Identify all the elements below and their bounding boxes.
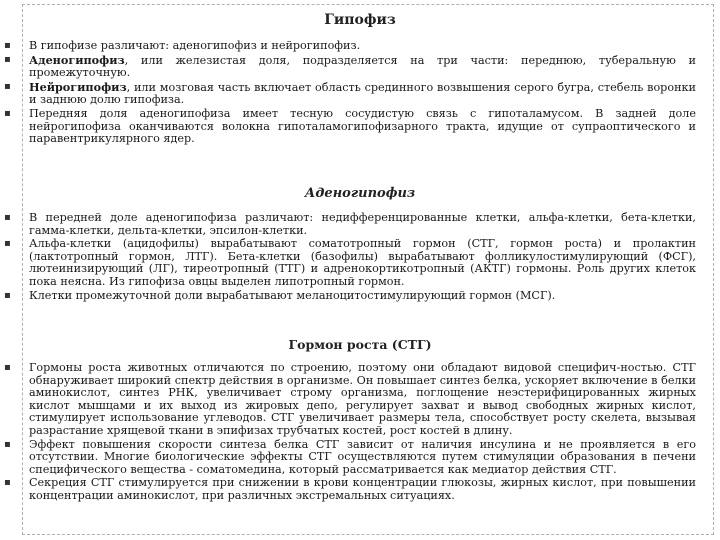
list-item: [0, 439, 720, 477]
list-item: [0, 108, 720, 146]
title-adenogipofiz: Аденогипофиз: [304, 186, 416, 201]
item-text: , или мозговая часть включает область срединного возвышения серого бугра, стебель воронки и заднюю долю гипофиза.: [29, 80, 696, 107]
bullet-icon: ▪: [4, 40, 11, 51]
list-growth-hormone: [0, 362, 720, 504]
item-term: Нейрогипофиз: [29, 79, 127, 94]
list-item: [0, 290, 720, 303]
list-item: [0, 54, 720, 80]
bullet-icon: ▪: [4, 477, 11, 489]
item-text: , или железистая доля, подразделяется на три части: переднюю, туберальную и промежуточную.: [29, 53, 696, 80]
item-text: В передней доле аденогипофиза различают: недифференцированные клетки, альфа-клетки, бета-клетки, гамма-клетки, дельта-клетки, эпсилон-клетки.: [29, 211, 696, 237]
bullet-icon: ▪: [4, 362, 11, 373]
item-term: Аденогипофиз: [29, 52, 125, 67]
list-gipofiz: [0, 40, 720, 147]
list-item: [0, 477, 720, 502]
bullet-icon: ▪: [4, 212, 11, 223]
list-adenogipofiz: [0, 212, 720, 303]
title-gipofiz: Гипофиз: [324, 12, 396, 28]
item-text: Альфа-клетки (ацидофилы) вырабатывают соматотропный гормон (СТГ, гормон роста) и пролактин (лактотропный гормон, ЛТГ). Бета-клетки (базофилы) вырабатывают фолликулостимулирующий (ФСГ), лютеинизирующий (ЛГ), тиреотропный (ТТГ) и адренокортикотропный (АКТГ) гормоны. Роль других клеток пока неясна. Из гипофиза овцы выделен липотропный гормон.: [29, 237, 696, 288]
bullet-icon: ▪: [4, 107, 11, 119]
item-text: Гормоны роста животных отличаются по строению, поэтому они обладают видовой специфич-ностью. СТГ обнаруживает широкий спектр действия в организме. Он повышает синтез белка, ускоряет включение в белки аминокислот, синтез РНК, увеличивает строму организма, поглощение неэстерифицированных жирных кислот мышцами и их выход из жировых депо, регулирует захват и вывод свободных жирных кислот, стимулирует использование углеводов. СТГ увеличивает размеры тела, способствует росту скелета, вызывая разрастание хрящевой ткани в эпифизах трубчатых костей, рост костей в длину.: [29, 361, 696, 437]
list-item: [0, 40, 720, 53]
list-item: [0, 362, 720, 438]
item-text: Передняя доля аденогипофиза имеет тесную сосудистую связь с гипоталамусом. В задней доле нейрогипофиза оканчиваются волокна гипоталамогипофизарного тракта, идущие от супраоптического и паравентрикулярного ядер.: [29, 106, 696, 146]
item-text: В гипофизе различают: аденогипофиз и нейрогипофиз.: [29, 39, 361, 52]
bullet-icon: ▪: [4, 80, 11, 92]
title-growth-hormone: Гормон роста (СТГ): [288, 337, 432, 352]
bullet-icon: ▪: [4, 238, 11, 250]
item-text: Секреция СТГ стимулируется при снижении в крови концентрации глюкозы, жирных кислот, при повышении концентрации аминокислот, при различных экстремальных ситуациях.: [29, 476, 696, 502]
list-item: [0, 212, 720, 237]
list-item: [0, 81, 720, 107]
item-text: Клетки промежуточной доли вырабатывают меланоцитостимулирующий гормон (МСГ).: [29, 288, 556, 302]
bullet-icon: ▪: [4, 53, 11, 65]
bullet-icon: ▪: [4, 289, 11, 301]
list-item: [0, 238, 720, 288]
bullet-icon: ▪: [4, 438, 11, 450]
item-text: Эффект повышения скорости синтеза белка СТГ зависит от наличия инсулина и не проявляется в его отсутствии. Многие биологические эффекты СТГ осуществляются путем стимуляции образования в печени специфического вещества - соматомедина, который рассматривается как медиатор действия СТГ.: [29, 437, 696, 476]
